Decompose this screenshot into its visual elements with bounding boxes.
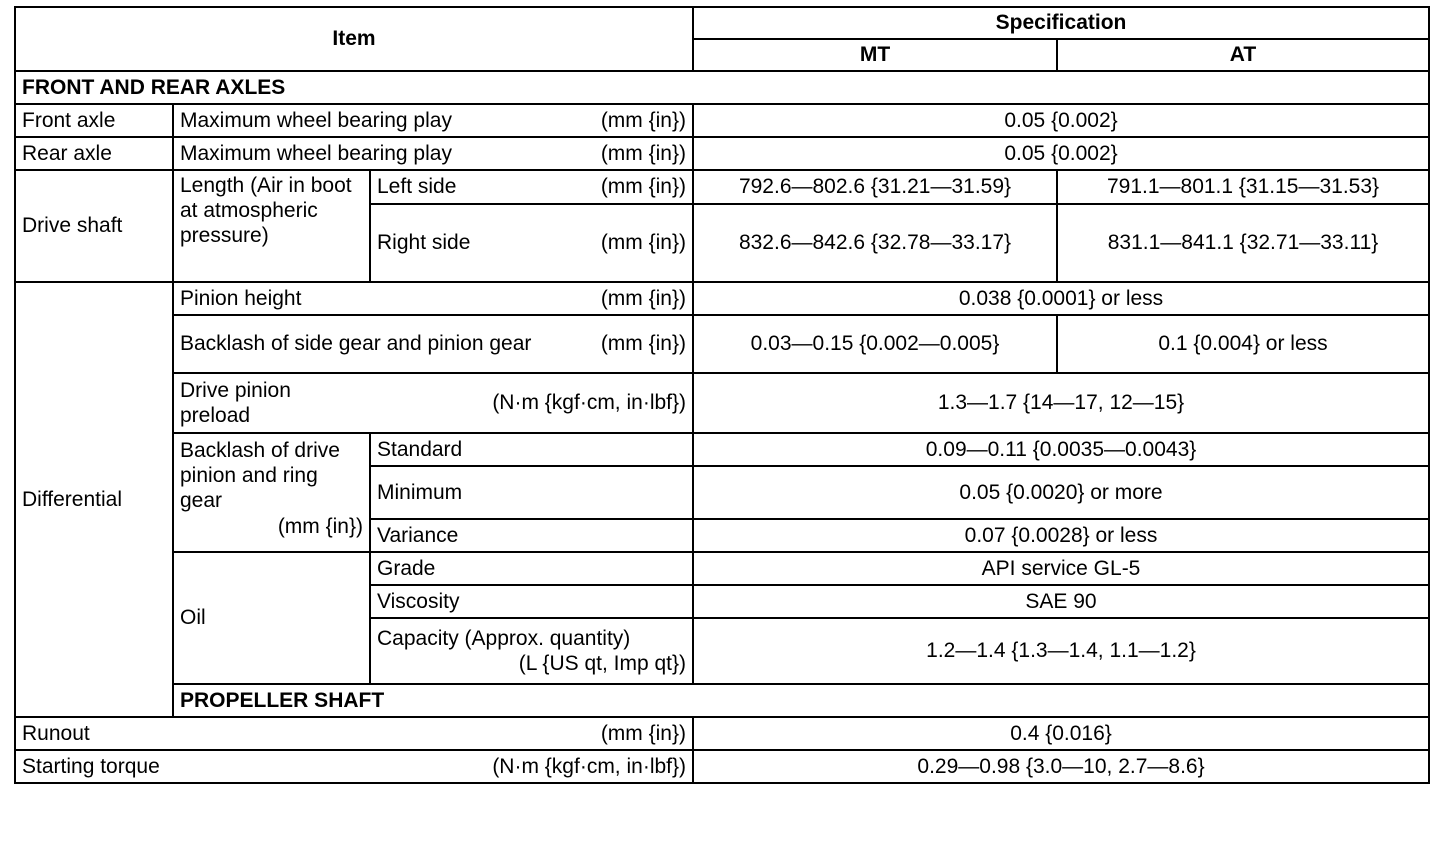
drive-shaft-left-mt: 792.6—802.6 {31.21—31.59} [693, 170, 1057, 204]
oil-grade-label: Grade [370, 552, 693, 585]
drive-shaft-left-label: Left side [377, 175, 457, 199]
preload-value: 1.3—1.7 {14—17, 12—15} [693, 373, 1429, 433]
table-row-backlash-standard [15, 433, 1429, 466]
rear-axle-label: Rear axle [15, 137, 173, 170]
backlash-ring-item [173, 433, 370, 552]
header-at: AT [1057, 39, 1429, 71]
rear-axle-value: 0.05 {0.002} [693, 137, 1429, 170]
drive-shaft-left-item [370, 170, 693, 204]
runout-item [15, 717, 693, 750]
front-axle-value: 0.05 {0.002} [693, 104, 1429, 137]
front-axle-unit: (mm {in}) [600, 108, 686, 132]
section-title-axles: FRONT AND REAR AXLES [15, 71, 1429, 104]
drive-shaft-left-at: 791.1—801.1 {31.15—31.53} [1057, 170, 1429, 204]
backlash-standard-value: 0.09—0.11 {0.0035—0.0043} [693, 433, 1429, 466]
backlash-side-at: 0.1 {0.004} or less [1057, 315, 1429, 373]
backlash-side-label: Backlash of side gear and pinion gear [180, 332, 532, 356]
drive-shaft-length-label: Length (Air in boot at atmospheric pressure) [173, 170, 370, 282]
header-item: Item [15, 7, 693, 71]
torque-item [15, 750, 693, 783]
backlash-variance-value: 0.07 {0.0028} or less [693, 519, 1429, 552]
preload-unit: (N·m {kgf·cm, in·lbf}) [492, 391, 686, 415]
specification-table [14, 6, 1430, 784]
section-row-axles [15, 71, 1429, 104]
table-row-starting-torque [15, 750, 1429, 783]
drive-shaft-right-mt: 832.6—842.6 {32.78—33.17} [693, 204, 1057, 282]
torque-value: 0.29—0.98 {3.0—10, 2.7—8.6} [693, 750, 1429, 783]
differential-label: Differential [15, 282, 173, 717]
oil-capacity-label: Capacity (Approx. quantity) [377, 626, 631, 650]
table-row-front-axle [15, 104, 1429, 137]
preload-label: Drive pinion preload [180, 378, 291, 427]
backlash-minimum-value: 0.05 {0.0020} or more [693, 466, 1429, 519]
torque-label: Starting torque [22, 754, 160, 778]
oil-capacity-item [370, 618, 693, 684]
rear-axle-item [173, 137, 693, 170]
runout-value: 0.4 {0.016} [693, 717, 1429, 750]
pinion-height-label: Pinion height [180, 286, 302, 310]
oil-grade-value: API service GL-5 [693, 552, 1429, 585]
pinion-height-unit: (mm {in}) [600, 286, 686, 310]
rear-axle-item-label: Maximum wheel bearing play [180, 141, 452, 165]
drive-shaft-right-unit: (mm {in}) [600, 231, 686, 255]
oil-label: Oil [173, 552, 370, 684]
pinion-height-value: 0.038 {0.0001} or less [693, 282, 1429, 315]
backlash-standard-label: Standard [370, 433, 693, 466]
section-row-propeller [15, 684, 1429, 717]
section-title-propeller: PROPELLER SHAFT [173, 684, 1429, 717]
drive-shaft-label: Drive shaft [15, 170, 173, 282]
table-row-drive-pinion-preload [15, 373, 1429, 433]
oil-capacity-unit: (L {US qt, Imp qt}) [518, 652, 686, 675]
oil-viscosity-label: Viscosity [370, 585, 693, 618]
rear-axle-unit: (mm {in}) [600, 141, 686, 165]
drive-shaft-right-at: 831.1—841.1 {32.71—33.11} [1057, 204, 1429, 282]
pinion-height-item [173, 282, 693, 315]
backlash-side-unit: (mm {in}) [600, 332, 686, 356]
backlash-ring-unit: (mm {in}) [277, 514, 363, 538]
table-row-drive-shaft-left [15, 170, 1429, 204]
backlash-variance-label: Variance [370, 519, 693, 552]
table-row-pinion-height [15, 282, 1429, 315]
front-axle-label: Front axle [15, 104, 173, 137]
table-row-runout [15, 717, 1429, 750]
drive-shaft-right-label: Right side [377, 231, 471, 255]
front-axle-item [173, 104, 693, 137]
header-specification: Specification [693, 7, 1429, 39]
table-row-rear-axle [15, 137, 1429, 170]
runout-unit: (mm {in}) [600, 721, 686, 745]
drive-shaft-left-unit: (mm {in}) [600, 175, 686, 199]
oil-viscosity-value: SAE 90 [693, 585, 1429, 618]
header-mt: MT [693, 39, 1057, 71]
backlash-side-mt: 0.03—0.15 {0.002—0.005} [693, 315, 1057, 373]
front-axle-item-label: Maximum wheel bearing play [180, 108, 452, 132]
backlash-side-item [173, 315, 693, 373]
oil-capacity-value: 1.2—1.4 {1.3—1.4, 1.1—1.2} [693, 618, 1429, 684]
table-row-backlash-side-gear [15, 315, 1429, 373]
torque-unit: (N·m {kgf·cm, in·lbf}) [492, 754, 686, 778]
runout-label: Runout [22, 721, 90, 745]
preload-item [173, 373, 693, 433]
table-row-oil-grade [15, 552, 1429, 585]
drive-shaft-right-item [370, 204, 693, 282]
backlash-minimum-label: Minimum [370, 466, 693, 519]
backlash-ring-label: Backlash of drive pinion and ring gear [180, 439, 340, 513]
